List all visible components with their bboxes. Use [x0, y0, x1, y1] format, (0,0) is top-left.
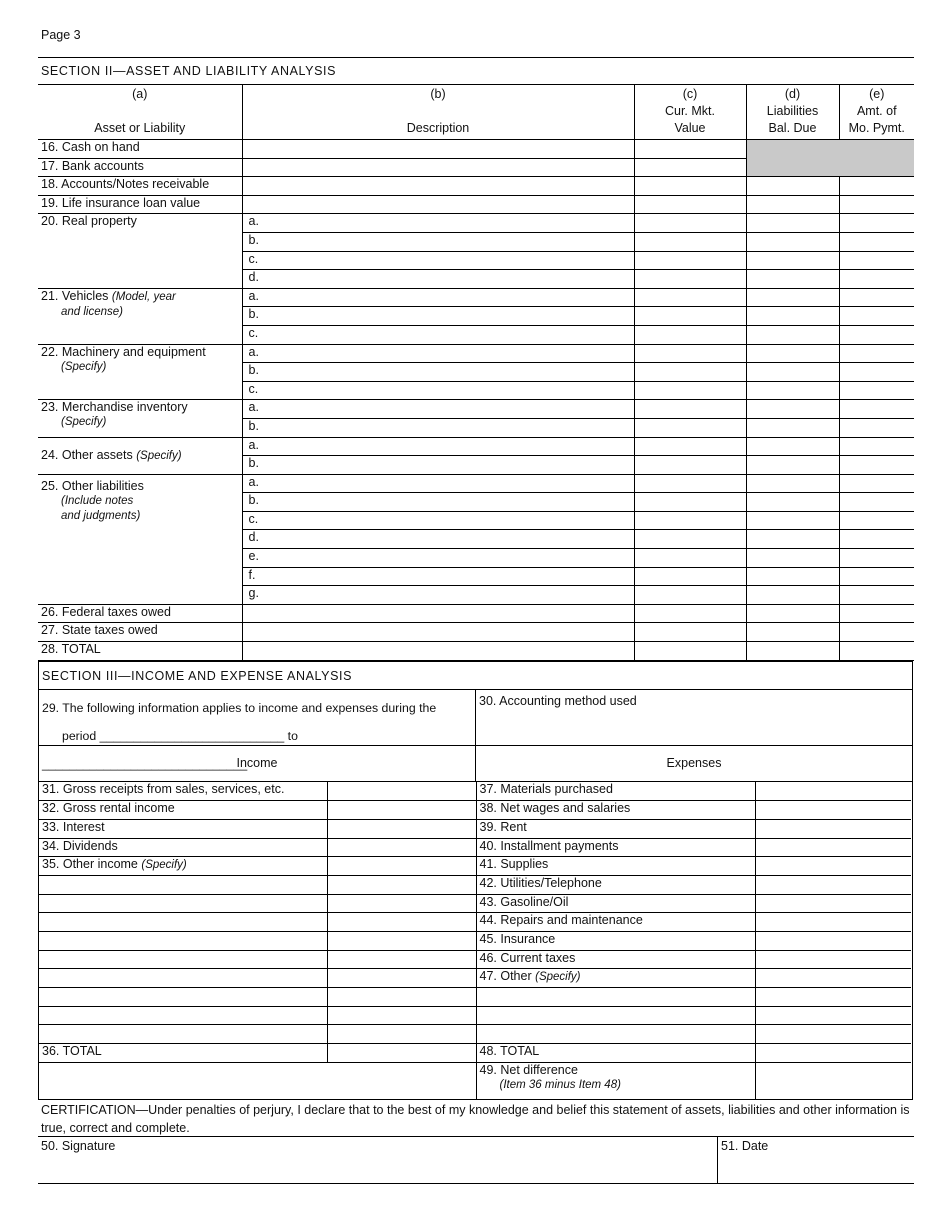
payment-cell[interactable] — [839, 251, 914, 270]
balance-cell[interactable] — [746, 307, 839, 326]
payment-cell[interactable] — [839, 288, 914, 307]
amount-cell[interactable] — [327, 801, 476, 820]
table-row — [39, 857, 911, 876]
amount-cell[interactable] — [327, 988, 476, 1007]
item-29-period[interactable]: 29. The following information applies to income and expenses during the period ___________________________ to ______________________________ — [39, 690, 476, 745]
table-row — [38, 623, 914, 642]
sub-line-b[interactable]: b. — [242, 456, 634, 475]
value-cell[interactable] — [634, 140, 746, 159]
item-18-label: 18. Accounts/Notes receivable — [38, 177, 242, 196]
item-23-label: 23. Merchandise inventory (Specify) — [38, 400, 242, 437]
balance-cell[interactable] — [746, 214, 839, 233]
item-21-label: 21. Vehicles (Model, year and license) — [38, 288, 242, 344]
table-row — [39, 875, 911, 894]
item-36-label: 36. TOTAL — [39, 1044, 327, 1063]
payment-cell[interactable] — [839, 511, 914, 530]
amount-cell[interactable] — [327, 932, 476, 951]
sub-line-a[interactable]: a. — [242, 400, 634, 419]
value-cell[interactable] — [634, 586, 746, 605]
item-41-label: 41. Supplies — [476, 857, 755, 876]
table-row — [38, 288, 914, 307]
item-35-label: 35. Other income (Specify) — [39, 857, 327, 876]
value-cell[interactable] — [634, 456, 746, 475]
value-cell[interactable] — [634, 400, 746, 419]
item-42-label: 42. Utilities/Telephone — [476, 875, 755, 894]
value-cell[interactable] — [634, 567, 746, 586]
table-row — [39, 894, 911, 913]
sub-line-a[interactable]: a. — [242, 214, 634, 233]
value-cell[interactable] — [634, 288, 746, 307]
table-row — [38, 344, 914, 363]
balance-cell[interactable] — [746, 344, 839, 363]
payment-cell[interactable] — [839, 604, 914, 623]
balance-cell[interactable] — [746, 437, 839, 456]
payment-cell[interactable] — [839, 195, 914, 214]
blank-expense-cell[interactable] — [476, 988, 755, 1007]
payment-cell[interactable] — [839, 437, 914, 456]
table-row — [39, 932, 911, 951]
payment-cell[interactable] — [839, 270, 914, 289]
section-3 — [38, 661, 913, 1100]
desc-cell[interactable] — [242, 623, 634, 642]
amount-cell[interactable] — [755, 950, 911, 969]
sub-line-a[interactable]: a. — [242, 344, 634, 363]
certification-text: CERTIFICATION—Under penalties of perjury, I declare that to the best of my knowledge and belief this statement of assets, liabilities and other information is true, correct and complete. — [41, 1103, 910, 1135]
item-31-label: 31. Gross receipts from sales, services, etc. — [39, 782, 327, 801]
item-33-label: 33. Interest — [39, 819, 327, 838]
blank-cell — [39, 1062, 476, 1099]
asset-table-header — [38, 85, 914, 140]
value-cell[interactable] — [634, 623, 746, 642]
item-26-label: 26. Federal taxes owed — [38, 604, 242, 623]
payment-cell[interactable] — [839, 344, 914, 363]
payment-cell[interactable] — [839, 418, 914, 437]
amount-cell[interactable] — [327, 950, 476, 969]
balance-cell[interactable] — [746, 232, 839, 251]
desc-cell[interactable] — [242, 195, 634, 214]
amount-cell[interactable] — [327, 782, 476, 801]
item-19-label: 19. Life insurance loan value — [38, 195, 242, 214]
table-row — [39, 913, 911, 932]
table-row — [39, 1044, 911, 1063]
item-45-label: 45. Insurance — [476, 932, 755, 951]
amount-cell[interactable] — [755, 838, 911, 857]
amount-cell[interactable] — [327, 1025, 476, 1044]
sub-line-c[interactable]: c. — [242, 251, 634, 270]
sub-line-b[interactable]: b. — [242, 363, 634, 382]
amount-cell[interactable] — [755, 782, 911, 801]
payment-cell[interactable] — [839, 623, 914, 642]
amount-cell[interactable] — [755, 1006, 911, 1025]
amount-cell[interactable] — [755, 969, 911, 988]
item-25-label: 25. Other liabilities (Include notes and judgments) — [38, 474, 242, 604]
amount-cell[interactable] — [327, 1044, 476, 1063]
balance-cell[interactable] — [746, 623, 839, 642]
sub-line-c[interactable]: c. — [242, 511, 634, 530]
sub-line-b[interactable]: b. — [242, 307, 634, 326]
balance-cell[interactable] — [746, 642, 839, 661]
amount-cell[interactable] — [755, 801, 911, 820]
value-cell[interactable] — [634, 549, 746, 568]
balance-cell[interactable] — [746, 549, 839, 568]
table-row — [39, 969, 911, 988]
blank-income-cell[interactable] — [39, 1025, 327, 1044]
income-expense-table — [39, 782, 911, 1099]
amount-cell[interactable] — [755, 1044, 911, 1063]
blank-income-cell[interactable] — [39, 913, 327, 932]
value-cell[interactable] — [634, 325, 746, 344]
balance-cell[interactable] — [746, 400, 839, 419]
blank-income-cell[interactable] — [39, 932, 327, 951]
signature-row — [38, 1136, 914, 1184]
item-27-label: 27. State taxes owed — [38, 623, 242, 642]
value-cell[interactable] — [634, 493, 746, 512]
balance-cell[interactable] — [746, 456, 839, 475]
value-cell[interactable] — [634, 307, 746, 326]
table-row — [38, 177, 914, 196]
balance-cell[interactable] — [746, 530, 839, 549]
desc-cell[interactable] — [242, 140, 634, 159]
table-row — [39, 838, 911, 857]
amount-cell[interactable] — [755, 1025, 911, 1044]
sub-line-a[interactable]: a. — [242, 288, 634, 307]
balance-cell[interactable] — [746, 177, 839, 196]
amount-cell[interactable] — [327, 857, 476, 876]
sub-line-b[interactable]: b. — [242, 232, 634, 251]
blank-income-cell[interactable] — [39, 950, 327, 969]
payment-cell[interactable] — [839, 530, 914, 549]
payment-cell[interactable] — [839, 214, 914, 233]
payment-cell[interactable] — [839, 325, 914, 344]
table-row — [39, 1025, 911, 1044]
value-cell[interactable] — [634, 363, 746, 382]
payment-cell[interactable] — [839, 307, 914, 326]
balance-cell[interactable] — [746, 195, 839, 214]
shaded-cell — [746, 140, 914, 177]
table-row — [39, 782, 911, 801]
amount-cell[interactable] — [755, 913, 911, 932]
amount-cell[interactable] — [327, 819, 476, 838]
item-37-label: 37. Materials purchased — [476, 782, 755, 801]
amount-cell[interactable] — [755, 894, 911, 913]
col-d-header: (d) Liabilities Bal. Due — [746, 85, 839, 140]
amount-cell[interactable] — [327, 969, 476, 988]
table-row — [38, 400, 914, 419]
col-c-header: (c) Cur. Mkt. Value — [634, 85, 746, 140]
payment-cell[interactable] — [839, 177, 914, 196]
payment-cell[interactable] — [839, 493, 914, 512]
table-row — [39, 801, 911, 820]
asset-liability-table — [38, 84, 914, 661]
value-cell[interactable] — [634, 418, 746, 437]
col-e-header: (e) Amt. of Mo. Pymt. — [839, 85, 914, 140]
payment-cell[interactable] — [839, 232, 914, 251]
value-cell[interactable] — [634, 195, 746, 214]
balance-cell[interactable] — [746, 325, 839, 344]
table-row — [38, 195, 914, 214]
amount-cell[interactable] — [327, 913, 476, 932]
item-28-label: 28. TOTAL — [38, 642, 242, 661]
amount-cell[interactable] — [327, 838, 476, 857]
payment-cell[interactable] — [839, 363, 914, 382]
amount-cell[interactable] — [755, 875, 911, 894]
date-field[interactable]: 51. Date — [721, 1139, 769, 1153]
balance-cell[interactable] — [746, 604, 839, 623]
item-17-label: 17. Bank accounts — [38, 158, 242, 177]
table-row — [38, 642, 914, 661]
amount-cell[interactable] — [755, 988, 911, 1007]
blank-expense-cell[interactable] — [476, 1025, 755, 1044]
section-2-title: SECTION II—ASSET AND LIABILITY ANALYSIS — [38, 57, 914, 83]
balance-cell[interactable] — [746, 474, 839, 493]
value-cell[interactable] — [634, 214, 746, 233]
value-cell[interactable] — [634, 158, 746, 177]
amount-cell[interactable] — [327, 1006, 476, 1025]
sub-line-b[interactable]: b. — [242, 418, 634, 437]
item-20-label: 20. Real property — [38, 214, 242, 288]
payment-cell[interactable] — [839, 567, 914, 586]
item-22-label: 22. Machinery and equipment (Specify) — [38, 344, 242, 400]
balance-cell[interactable] — [746, 270, 839, 289]
balance-cell[interactable] — [746, 418, 839, 437]
item-40-label: 40. Installment payments — [476, 838, 755, 857]
desc-cell[interactable] — [242, 177, 634, 196]
value-cell[interactable] — [634, 642, 746, 661]
payment-cell[interactable] — [839, 456, 914, 475]
item-24-label: 24. Other assets (Specify) — [38, 437, 242, 474]
payment-cell[interactable] — [839, 381, 914, 400]
item-43-label: 43. Gasoline/Oil — [476, 894, 755, 913]
balance-cell[interactable] — [746, 363, 839, 382]
blank-income-cell[interactable] — [39, 969, 327, 988]
table-row — [38, 140, 914, 159]
payment-cell[interactable] — [839, 586, 914, 605]
value-cell[interactable] — [634, 177, 746, 196]
value-cell[interactable] — [634, 511, 746, 530]
blank-income-cell[interactable] — [39, 894, 327, 913]
table-row — [39, 950, 911, 969]
value-cell[interactable] — [634, 381, 746, 400]
income-expense-headers — [39, 746, 912, 782]
page-number: Page 3 — [41, 28, 81, 42]
table-row — [39, 988, 911, 1007]
item-30-accounting-method[interactable]: 30. Accounting method used — [479, 694, 637, 708]
amount-cell[interactable] — [327, 875, 476, 894]
balance-cell[interactable] — [746, 567, 839, 586]
payment-cell[interactable] — [839, 474, 914, 493]
blank-income-cell[interactable] — [39, 988, 327, 1007]
table-row — [38, 437, 914, 456]
value-cell[interactable] — [634, 232, 746, 251]
item-44-label: 44. Repairs and maintenance — [476, 913, 755, 932]
value-cell[interactable] — [634, 437, 746, 456]
desc-cell[interactable] — [242, 158, 634, 177]
col-a-header: (a) Asset or Liability — [38, 85, 242, 140]
sub-line-a[interactable]: a. — [242, 437, 634, 456]
item-46-label: 46. Current taxes — [476, 950, 755, 969]
sub-line-g[interactable]: g. — [242, 586, 634, 605]
blank-expense-cell[interactable] — [476, 1006, 755, 1025]
sub-line-f[interactable]: f. — [242, 567, 634, 586]
item-49-label: 49. Net difference (Item 36 minus Item 48) — [476, 1062, 755, 1099]
sub-line-e[interactable]: e. — [242, 549, 634, 568]
sub-line-c[interactable]: c. — [242, 381, 634, 400]
item-47-label: 47. Other (Specify) — [476, 969, 755, 988]
item-32-label: 32. Gross rental income — [39, 801, 327, 820]
sub-line-d[interactable]: d. — [242, 270, 634, 289]
sub-line-c[interactable]: c. — [242, 325, 634, 344]
item-34-label: 34. Dividends — [39, 838, 327, 857]
sub-line-a[interactable]: a. — [242, 474, 634, 493]
item-39-label: 39. Rent — [476, 819, 755, 838]
blank-income-cell[interactable] — [39, 875, 327, 894]
desc-cell[interactable] — [242, 604, 634, 623]
balance-cell[interactable] — [746, 381, 839, 400]
col-b-header: (b) Description — [242, 85, 634, 140]
expenses-header: Expenses — [666, 756, 722, 770]
table-row — [38, 214, 914, 233]
balance-cell[interactable] — [746, 251, 839, 270]
signature-field[interactable]: 50. Signature — [38, 1137, 718, 1183]
amount-cell[interactable] — [327, 894, 476, 913]
desc-cell[interactable] — [242, 642, 634, 661]
amount-cell[interactable] — [755, 857, 911, 876]
amount-cell[interactable] — [755, 819, 911, 838]
table-row — [38, 604, 914, 623]
payment-cell[interactable] — [839, 642, 914, 661]
income-header: Income — [39, 746, 476, 781]
value-cell[interactable] — [634, 270, 746, 289]
payment-cell[interactable] — [839, 549, 914, 568]
table-row — [39, 819, 911, 838]
period-row — [39, 690, 912, 771]
table-row — [38, 474, 914, 493]
value-cell[interactable] — [634, 251, 746, 270]
balance-cell[interactable] — [746, 511, 839, 530]
value-cell[interactable] — [634, 474, 746, 493]
value-cell[interactable] — [634, 344, 746, 363]
section-3-title: SECTION III—INCOME AND EXPENSE ANALYSIS — [39, 662, 912, 690]
balance-cell[interactable] — [746, 288, 839, 307]
value-cell[interactable] — [634, 604, 746, 623]
balance-cell[interactable] — [746, 586, 839, 605]
amount-cell[interactable] — [755, 1062, 911, 1099]
sub-line-d[interactable]: d. — [242, 530, 634, 549]
item-38-label: 38. Net wages and salaries — [476, 801, 755, 820]
table-row — [39, 1006, 911, 1025]
table-row — [39, 1062, 911, 1099]
sub-line-b[interactable]: b. — [242, 493, 634, 512]
payment-cell[interactable] — [839, 400, 914, 419]
blank-income-cell[interactable] — [39, 1006, 327, 1025]
balance-cell[interactable] — [746, 493, 839, 512]
item-48-label: 48. TOTAL — [476, 1044, 755, 1063]
item-16-label: 16. Cash on hand — [38, 140, 242, 159]
value-cell[interactable] — [634, 530, 746, 549]
amount-cell[interactable] — [755, 932, 911, 951]
